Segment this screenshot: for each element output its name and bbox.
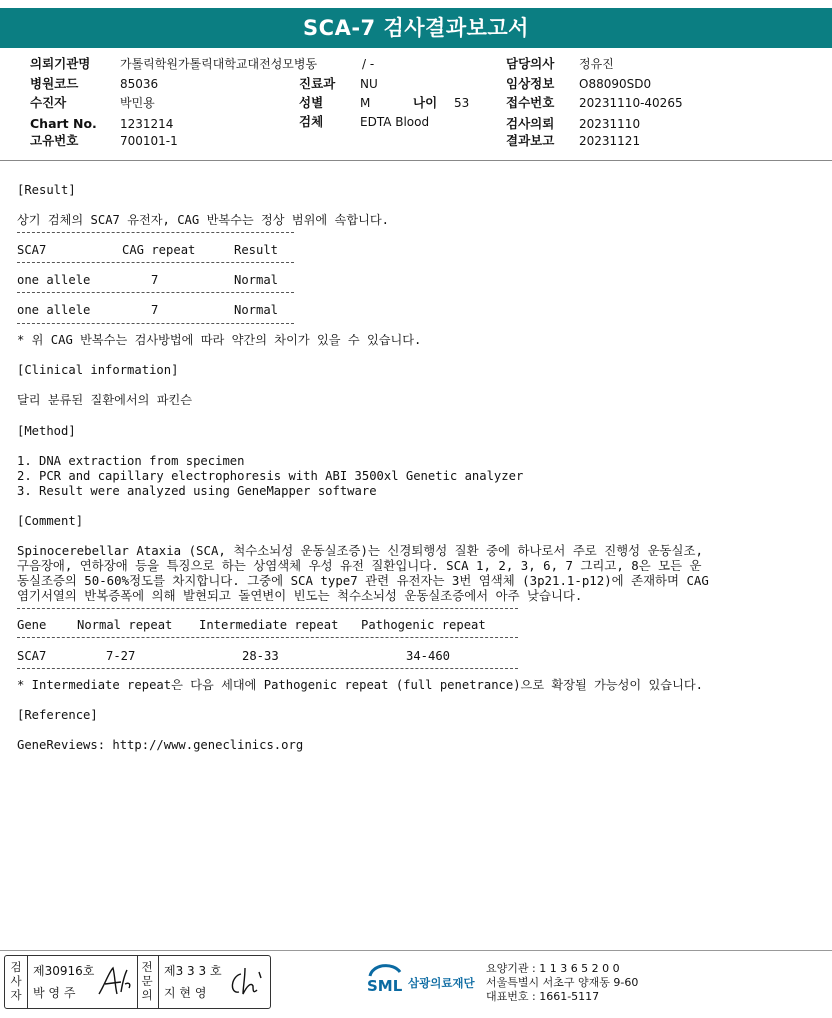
sex-value: M — [360, 96, 371, 110]
request-date-value: 20231110 — [579, 117, 641, 131]
specimen-label: 검체 — [299, 114, 324, 129]
clinical-heading: [Clinical information] — [17, 363, 179, 377]
table-divider — [17, 292, 294, 293]
range-row-normal: 7-27 — [106, 649, 136, 663]
organization-name: 삼광의료재단 — [408, 976, 475, 990]
range-header-normal: Normal repeat — [77, 618, 173, 632]
table-divider — [17, 637, 518, 638]
report-date-label: 결과보고 — [506, 133, 555, 148]
result-summary: 상기 검체의 SCA7 유전자, CAG 반복수는 정상 범위에 속합니다. — [17, 213, 389, 227]
report-title: SCA-7 검사결과보고서 — [0, 8, 832, 48]
sex-label: 성별 — [299, 95, 324, 110]
sml-logo-text: SML — [367, 977, 403, 995]
reference-heading: [Reference] — [17, 708, 98, 722]
address: 서울특별시 서초구 양재동 9-60 — [486, 976, 639, 989]
range-header-intermediate: Intermediate repeat — [199, 618, 339, 632]
phone-number: 대표번호 : 1661-5117 — [486, 990, 600, 1003]
range-row-gene: SCA7 — [17, 649, 47, 663]
specialist-signature — [225, 964, 265, 1000]
chart-no-label: Chart No. — [30, 116, 97, 131]
table-divider — [17, 608, 518, 609]
clinical-info-label: 임상정보 — [506, 76, 555, 91]
clinical-text: 달리 분류된 질환에서의 파킨슨 — [17, 393, 193, 407]
header-divider — [0, 160, 832, 161]
age-value: 53 — [454, 96, 470, 110]
method-step: 3. Result were analyzed using GeneMapper software — [17, 484, 377, 498]
result-row-repeat: 7 — [151, 273, 159, 287]
nursing-institution: 요양기관 : 1 1 3 6 5 2 0 0 — [486, 962, 620, 975]
examiner-label-char: 사 — [10, 974, 22, 988]
examiner-label — [8, 960, 24, 1002]
examiner-label-char: 검 — [10, 960, 22, 974]
range-row-intermediate: 28-33 — [242, 649, 279, 663]
examiner-license: 제30916호 — [33, 964, 95, 978]
clinical-info-value: O88090SD0 — [579, 77, 652, 91]
hospital-code-label: 병원코드 — [30, 76, 79, 91]
method-step: 2. PCR and capillary electrophoresis with ABI 3500xl Genetic analyzer — [17, 469, 524, 483]
physician-label: 담당의사 — [506, 56, 555, 71]
report-date-value: 20231121 — [579, 134, 641, 148]
specialist-license: 제3 3 3 호 — [164, 964, 222, 978]
range-header-gene: Gene — [17, 618, 47, 632]
comment-line: 염기서열의 반복증폭에 의해 발현되고 돌연변이 빈도는 척수소뇌성 운동실조증에서 아주 낮습니다. — [17, 588, 583, 603]
comment-line: Spinocerebellar Ataxia (SCA, 척수소뇌성 운동실조증)는 신경퇴행성 질환 중에 하나로서 주로 진행성 운동실조, — [17, 543, 703, 558]
comment-heading: [Comment] — [17, 514, 84, 528]
physician-value: 정유진 — [579, 57, 614, 71]
requesting-institution-value: 가톨릭학원가톨릭대학교대전성모병동 — [120, 57, 318, 71]
specimen-value: EDTA Blood — [360, 115, 430, 129]
result-note: * 위 CAG 반복수는 검사방법에 따라 약간의 차이가 있을 수 있습니다. — [17, 333, 422, 347]
specialist-label — [139, 960, 155, 1002]
patient-label: 수진자 — [30, 95, 67, 110]
result-row-status: Normal — [234, 273, 279, 287]
unique-id-value: 700101-1 — [120, 134, 178, 148]
range-header-pathogenic: Pathogenic repeat — [361, 618, 486, 632]
specialist-label-char: 문 — [141, 974, 153, 988]
result-row-status: Normal — [234, 303, 279, 317]
examiner-label-char: 자 — [10, 988, 22, 1002]
table-divider — [17, 668, 518, 669]
receipt-no-label: 접수번호 — [506, 95, 555, 110]
comment-note: * Intermediate repeat은 다음 세대에 Pathogenic repeat (full penetrance)으로 확장될 가능성이 있습니다. — [17, 678, 703, 692]
result-row-allele: one allele — [17, 303, 91, 317]
signature-box — [4, 955, 271, 1009]
unique-id-label: 고유번호 — [30, 133, 79, 148]
sml-logo-icon — [364, 960, 406, 1000]
result-heading: [Result] — [17, 183, 76, 197]
result-header-result: Result — [234, 243, 279, 257]
examiner-signature — [95, 964, 135, 1000]
method-heading: [Method] — [17, 424, 76, 438]
signature-divider — [158, 956, 159, 1008]
department-label: 진료과 — [299, 76, 336, 91]
result-header-cag: CAG repeat — [122, 243, 196, 257]
result-header-gene: SCA7 — [17, 243, 47, 257]
reference-text: GeneReviews: http://www.geneclinics.org — [17, 738, 304, 752]
specialist-label-char: 전 — [141, 960, 153, 974]
result-row-allele: one allele — [17, 273, 91, 287]
range-row-pathogenic: 34-460 — [406, 649, 451, 663]
hospital-code-value: 85036 — [120, 77, 159, 91]
table-divider — [17, 262, 294, 263]
signature-divider — [137, 956, 138, 1008]
examiner-name: 박 영 주 — [33, 986, 76, 1000]
comment-line: 동실조증의 50-60%정도를 차지합니다. 그중에 SCA type7 관련 유전자는 3번 염색체 (3p21.1-p12)에 존재하며 CAG — [17, 573, 709, 588]
comment-line: 구음장애, 연하장애 등을 특징으로 하는 상염색체 우성 유전 질환입니다. SCA 1, 2, 3, 6, 7 그리고, 8은 모든 운 — [17, 558, 702, 573]
department-value: NU — [360, 77, 378, 91]
receipt-no-value: 20231110-40265 — [579, 96, 683, 110]
age-label: 나이 — [413, 95, 438, 110]
signature-divider — [27, 956, 28, 1008]
method-step: 1. DNA extraction from specimen — [17, 454, 245, 468]
specialist-name: 지 현 영 — [164, 986, 207, 1000]
ward-value: / - — [362, 57, 375, 71]
request-date-label: 검사의뢰 — [506, 116, 555, 131]
footer-divider — [0, 950, 832, 951]
table-divider — [17, 323, 294, 324]
requesting-institution-label: 의뢰기관명 — [30, 56, 91, 71]
specialist-label-char: 의 — [141, 988, 153, 1002]
table-divider — [17, 232, 294, 233]
patient-value: 박민용 — [120, 96, 155, 110]
result-row-repeat: 7 — [151, 303, 159, 317]
chart-no-value: 1231214 — [120, 117, 174, 131]
